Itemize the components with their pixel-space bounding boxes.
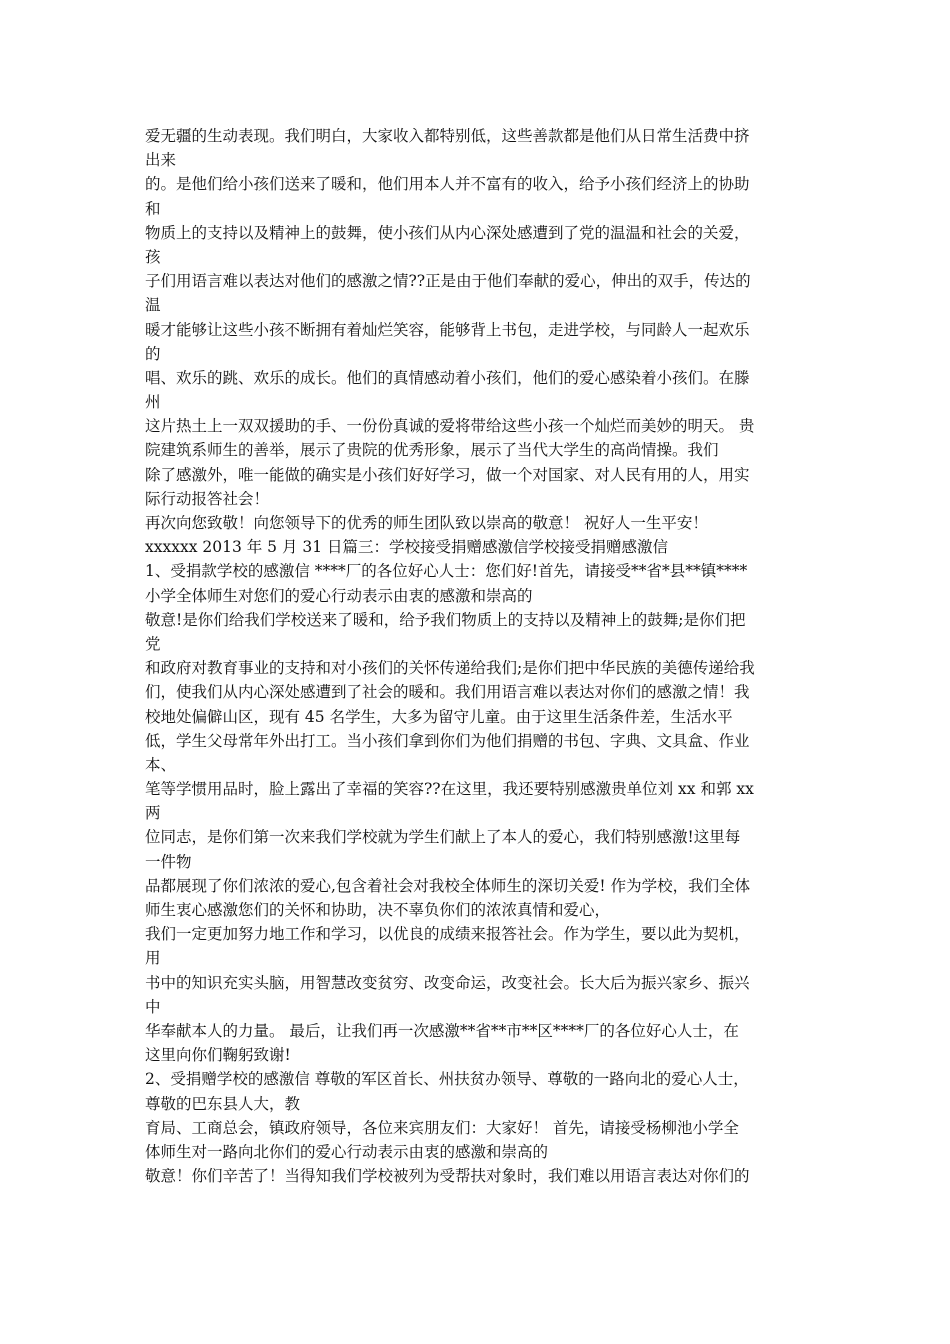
text-line: 两 <box>145 804 161 823</box>
text-line: 笔等学惯用品时，脸上露出了幸福的笑容??在这里，我还要特别感激贵单位刘 xx 和郭 xx <box>145 780 754 799</box>
text-line: 本、 <box>145 755 177 774</box>
text-line: 师生衷心感激您们的关怀和协助，决不辜负你们的浓浓真情和爱心， <box>145 901 611 919</box>
text-line: 低，学生父母常年外出打工。当小孩们拿到你们为他们捐赠的书包、字典、文具盒、作业 <box>145 731 750 750</box>
text-line: 育局、工商总会，镇政府领导，各位来宾朋友们：大家好！ 首先，请接受杨柳池小学全 <box>145 1118 739 1137</box>
text-line: 2、受捐赠学校的感激信 尊敬的军区首长、州扶贫办领导、尊敬的一路向北的爱心人士， <box>145 1070 749 1089</box>
text-line: 和 <box>145 199 161 218</box>
text-line: 书中的知识充实头脑，用智慧改变贫穷、改变命运，改变社会。长大后为振兴家乡、振兴 <box>145 973 750 992</box>
text-line: 和政府对教育事业的支持和对小孩们的关怀传递给我们;是你们把中华民族的美德传递给我 <box>145 659 755 678</box>
text-line: 的。是他们给小孩们送来了暖和，他们用本人并不富有的收入，给予小孩们经济上的协助 <box>145 175 750 194</box>
text-line: 一件物 <box>145 852 192 871</box>
text-line: 这里向你们鞠躬致谢! <box>145 1046 291 1065</box>
text-line: 子们用语言难以表达对他们的感激之情??正是由于他们奉献的爱心，伸出的双手，传达的 <box>145 272 751 291</box>
text-line: 党 <box>145 634 161 653</box>
text-line: 品都展现了你们浓浓的爱心,包含着社会对我校全体师生的深切关爱! 作为学校，我们全体 <box>145 876 751 895</box>
text-line: 温 <box>145 296 161 315</box>
text-line: 际行动报答社会！ <box>145 489 270 508</box>
text-line: 孩 <box>145 247 161 266</box>
text-line: 华奉献本人的力量。 最后，让我们再一次感激**省**市**区****厂的各位好心人士，在 <box>145 1021 739 1040</box>
text-line: 敬意!是你们给我们学校送来了暖和，给予我们物质上的支持以及精神上的鼓舞;是你们把 <box>145 610 746 629</box>
text-line: 暖才能够让这些小孩不断拥有着灿烂笑容，能够背上书包，走进学校，与同龄人一起欢乐 <box>145 320 750 339</box>
text-line: 1、受捐款学校的感激信 ****厂的各位好心人士：您们好!首先，请接受**省*县**镇**** <box>145 562 748 581</box>
text-line: 们，使我们从内心深处感遭到了社会的暖和。我们用语言难以表达对你们的感激之情！我 <box>145 683 750 702</box>
text-line: 小学全体师生对您们的爱心行动表示由衷的感激和崇高的 <box>145 586 533 605</box>
text-line: 爱无疆的生动表现。我们明白，大家收入都特别低，这些善款都是他们从日常生活费中挤 <box>145 127 750 145</box>
text-line: 物质上的支持以及精神上的鼓舞，使小孩们从内心深处感遭到了党的温温和社会的关爱， <box>145 223 750 242</box>
text-line: 再次向您致敬！向您领导下的优秀的师生团队致以崇高的敬意！ 祝好人一生平安！ <box>145 514 708 532</box>
text-line: 尊敬的巴东县人大，教 <box>145 1094 301 1113</box>
document-body <box>145 124 810 1188</box>
text-line: 位同志，是你们第一次来我们学校就为学生们献上了本人的爱心，我们特别感激!这里每 <box>145 828 741 847</box>
text-line: 体师生对一路向北你们的爱心行动表示由衷的感激和崇高的 <box>145 1142 549 1161</box>
text-line: xxxxxx 2013 年 5 月 31 日篇三：学校接受捐赠感激信学校接受捐赠感激信 <box>145 538 669 557</box>
text-line: 州 <box>145 393 161 412</box>
text-line: 这片热土上一双双援助的手、一份份真诚的爱将带给这些小孩一个灿烂而美妙的明天。 贵 <box>145 417 755 436</box>
text-line: 出来 <box>145 151 177 170</box>
text-line: 敬意！你们辛苦了！当得知我们学校被列为受帮扶对象时，我们难以用语言表达对你们的 <box>145 1167 750 1186</box>
text-line: 院建筑系师生的善举，展示了贵院的优秀形象，展示了当代大学生的高尚情操。我们 <box>145 441 719 460</box>
text-line: 唱、欢乐的跳、欢乐的成长。他们的真情感动着小孩们，他们的爱心感染着小孩们。在滕 <box>145 368 750 387</box>
text-line: 中 <box>145 997 161 1016</box>
text-line: 我们一定更加努力地工作和学习，以优良的成绩来报答社会。作为学生，要以此为契机， <box>145 925 750 944</box>
text-line: 用 <box>145 949 161 968</box>
text-line: 校地处偏僻山区，现有 45 名学生，大多为留守儿童。由于这里生活条件差，生活水平 <box>145 707 733 726</box>
text-line: 除了感激外，唯一能做的确实是小孩们好好学习，做一个对国家、对人民有用的人，用实 <box>145 465 750 484</box>
text-line: 的 <box>145 344 161 363</box>
